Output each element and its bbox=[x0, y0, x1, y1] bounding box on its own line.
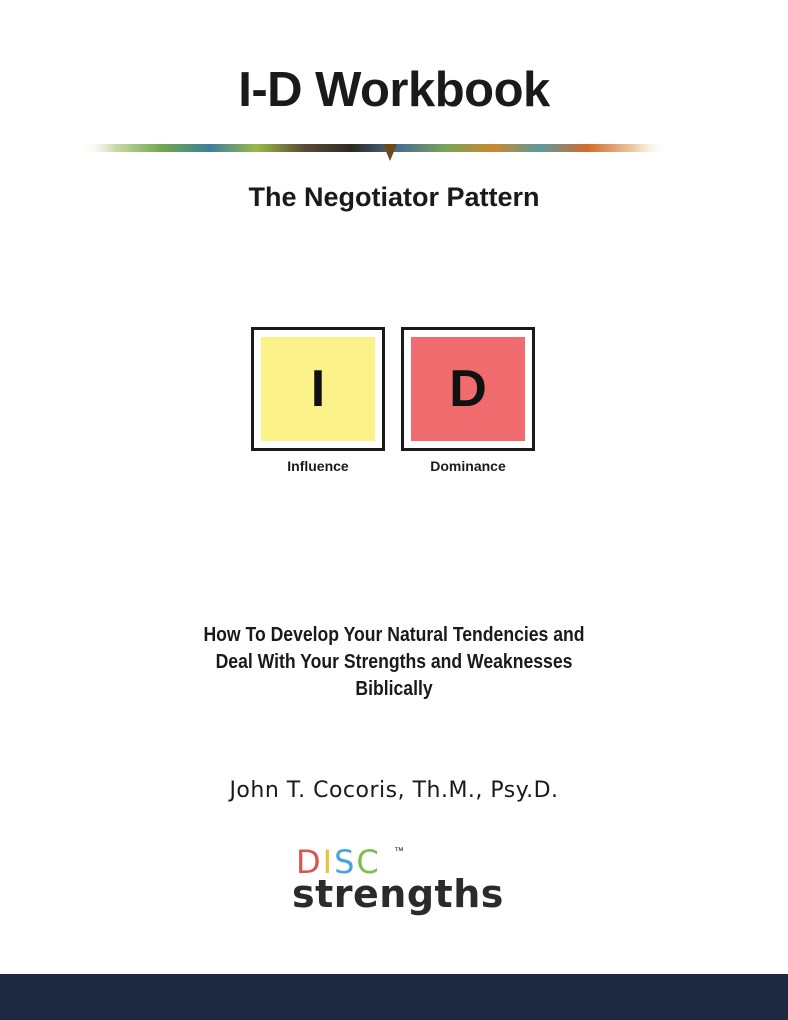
logo-letter-s: S bbox=[334, 843, 357, 881]
rule-center-notch bbox=[383, 144, 397, 161]
logo-letter-i: I bbox=[322, 843, 335, 881]
tagline-line: Biblically bbox=[355, 678, 433, 700]
dominance-tile-fill: D bbox=[411, 337, 525, 441]
decorative-gradient-rule bbox=[80, 134, 670, 164]
logo-letter-c: C bbox=[356, 843, 381, 881]
book-title: I-D Workbook bbox=[238, 63, 550, 117]
dominance-tile bbox=[401, 327, 535, 451]
author-name: John T. Cocoris, Th.M., Psy.D. bbox=[229, 778, 559, 803]
tagline bbox=[47, 622, 740, 703]
disc-strengths-logo bbox=[292, 842, 502, 922]
footer-bar bbox=[0, 974, 788, 1020]
tagline-line: Deal With Your Strengths and Weaknesses bbox=[215, 651, 573, 673]
influence-tile-fill: I bbox=[261, 337, 375, 441]
logo-letter-d: D bbox=[296, 843, 323, 881]
influence-tile bbox=[251, 327, 385, 451]
tagline-line: How To Develop Your Natural Tendencies and bbox=[203, 624, 585, 646]
logo-trademark: ™ bbox=[394, 846, 404, 857]
dominance-label: Dominance bbox=[430, 458, 506, 474]
influence-label: Influence bbox=[287, 458, 349, 474]
rule-band bbox=[80, 144, 670, 152]
logo-wordmark: strengths bbox=[292, 872, 504, 916]
book-subtitle: The Negotiator Pattern bbox=[248, 182, 540, 212]
